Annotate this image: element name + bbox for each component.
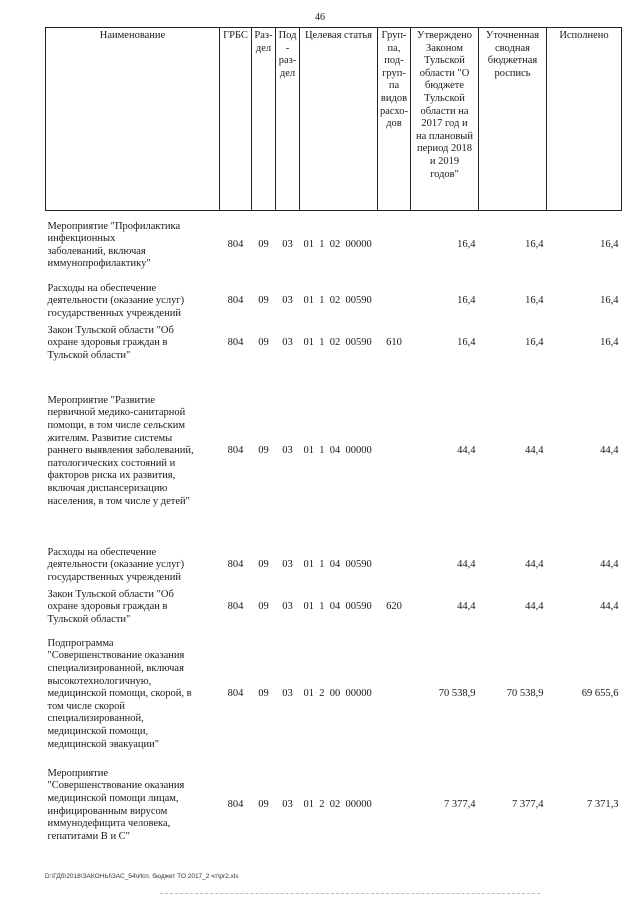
row-grbs: 804 (227, 239, 244, 251)
row-group (378, 211, 411, 281)
header-refined: Уточненная сводная бюджетная роспись (479, 28, 547, 211)
row-refined: 7 377,4 (512, 799, 544, 811)
row-approved: 16,4 (457, 337, 476, 349)
row-name: Закон Тульской области "Об охране здоровья граждан в Тульской области" (47, 588, 174, 625)
table-row (46, 323, 622, 365)
row-name: Мероприятие "Профилактика инфекционных заболеваний, включая иммунопрофилактику" (47, 220, 181, 270)
row-executed: 44,4 (600, 445, 619, 457)
row-razdel: 09 (258, 559, 269, 571)
row-approved: 70 538,9 (438, 688, 476, 700)
row-grbs: 804 (227, 688, 244, 700)
row-refined: 70 538,9 (506, 688, 544, 700)
row-target: 01 2 02 00000 (303, 799, 372, 811)
table-row (46, 281, 622, 323)
row-refined: 16,4 (525, 337, 544, 349)
row-group (378, 761, 411, 851)
row-executed: 16,4 (600, 239, 619, 251)
row-refined: 44,4 (525, 559, 544, 571)
row-grbs: 804 (227, 445, 244, 457)
row-target: 01 1 04 00590 (303, 559, 372, 571)
row-refined: 16,4 (525, 295, 544, 307)
row-executed: 7 371,3 (587, 799, 619, 811)
row-target: 01 1 04 00000 (303, 445, 372, 457)
row-razdel: 09 (258, 239, 269, 251)
row-refined: 44,4 (525, 601, 544, 613)
table-header-row (46, 28, 622, 211)
row-name: Расходы на обеспечение деятельности (оказание услуг) государственных учреждений (47, 282, 185, 319)
header-podrazdel: Под- раз- дел (276, 28, 300, 211)
table-row (46, 211, 622, 281)
header-target: Целевая статья (300, 28, 378, 211)
row-name: Подпрограмма "Совершенствование оказания специализированной, включая высокотехнологичную, медицинской помощи, скорой, в том числе скорой специализированной, медицинской помощи, медицинской эвакуации" (47, 637, 192, 750)
header-grbs: ГРБС (220, 28, 252, 211)
row-group: 610 (386, 337, 402, 349)
row-approved: 16,4 (457, 295, 476, 307)
row-razdel: 09 (258, 337, 269, 349)
header-name: Наименование (46, 28, 220, 211)
row-executed: 16,4 (600, 295, 619, 307)
row-podrazdel: 03 (282, 295, 293, 307)
row-executed: 69 655,6 (581, 688, 619, 700)
row-podrazdel: 03 (282, 239, 293, 251)
row-razdel: 09 (258, 688, 269, 700)
row-razdel: 09 (258, 295, 269, 307)
row-name: Мероприятие "Развитие первичной медико-санитарной помощи, в том числе сельским жителям. Развитие системы раннего выявления заболеваний, патологических состояний и факторов риска их развития, включая диспансеризацию населения, в том числе у детей" (47, 394, 194, 507)
row-executed: 44,4 (600, 601, 619, 613)
scan-artifact-line (160, 893, 540, 894)
row-grbs: 804 (227, 799, 244, 811)
row-target: 01 1 04 00590 (303, 601, 372, 613)
row-name: Расходы на обеспечение деятельности (оказание услуг) государственных учреждений (47, 546, 185, 583)
row-podrazdel: 03 (282, 601, 293, 613)
row-podrazdel: 03 (282, 799, 293, 811)
row-podrazdel: 03 (282, 445, 293, 457)
header-approved: Утверждено Законом Тульской области "О бюджете Тульской области на 2017 год и на плановый период 2018 и 2019 годов" (411, 28, 479, 211)
file-path-footer: D:\ГДб\2018\ЗАКОНЫ\ЗАС_54\Исп. бюджет ТО 2017_2 чт\pr2.xls (45, 873, 239, 880)
row-group (378, 377, 411, 527)
header-razdel: Раз- дел (252, 28, 276, 211)
budget-table (45, 27, 622, 851)
row-group (378, 629, 411, 761)
table-row (46, 761, 622, 851)
row-group: 620 (386, 601, 402, 613)
row-approved: 44,4 (457, 445, 476, 457)
row-approved: 16,4 (457, 239, 476, 251)
row-razdel: 09 (258, 799, 269, 811)
table-row (46, 377, 622, 527)
page-number: 46 (315, 12, 325, 23)
row-podrazdel: 03 (282, 337, 293, 349)
row-grbs: 804 (227, 601, 244, 613)
row-approved: 7 377,4 (444, 799, 476, 811)
row-group (378, 281, 411, 323)
row-razdel: 09 (258, 445, 269, 457)
row-target: 01 1 02 00590 (303, 295, 372, 307)
row-name: Мероприятие "Совершенствование оказания медицинской помощи лицам, инфицированным вирусом иммунодефицита человека, гепатитами В и С" (47, 767, 185, 842)
row-refined: 44,4 (525, 445, 544, 457)
table-row (46, 587, 622, 629)
row-podrazdel: 03 (282, 688, 293, 700)
table-row (46, 545, 622, 587)
row-approved: 44,4 (457, 601, 476, 613)
row-executed: 44,4 (600, 559, 619, 571)
row-name: Закон Тульской области "Об охране здоровья граждан в Тульской области" (47, 324, 174, 361)
row-grbs: 804 (227, 559, 244, 571)
row-grbs: 804 (227, 337, 244, 349)
spacer-row (46, 365, 622, 377)
row-podrazdel: 03 (282, 559, 293, 571)
row-target: 01 1 02 00000 (303, 239, 372, 251)
table-row (46, 629, 622, 761)
row-refined: 16,4 (525, 239, 544, 251)
row-grbs: 804 (227, 295, 244, 307)
row-group (378, 545, 411, 587)
row-razdel: 09 (258, 601, 269, 613)
header-group: Груп- па, под- груп- па видов расхо- дов (378, 28, 411, 211)
spacer-row (46, 527, 622, 545)
header-executed: Исполнено (547, 28, 622, 211)
row-executed: 16,4 (600, 337, 619, 349)
row-approved: 44,4 (457, 559, 476, 571)
row-target: 01 1 02 00590 (303, 337, 372, 349)
row-target: 01 2 00 00000 (303, 688, 372, 700)
